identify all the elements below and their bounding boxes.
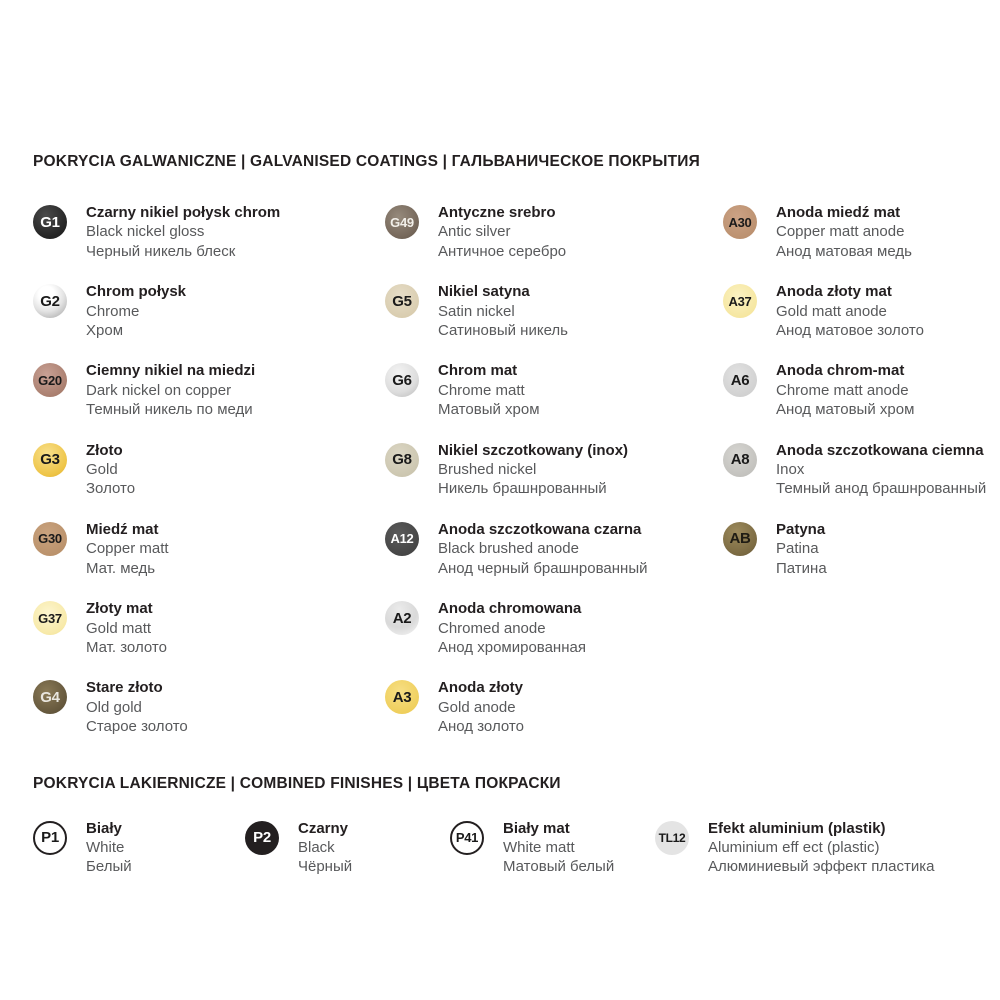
finish-name-pl: Czarny [298, 819, 349, 837]
color-swatch [385, 522, 419, 556]
color-swatch [385, 284, 419, 318]
finish-name-en: Dark nickel on copper [86, 381, 232, 399]
color-swatch [33, 680, 67, 714]
finish-entry [385, 520, 723, 578]
finish-entry [385, 361, 723, 419]
finish-entry [385, 203, 723, 261]
color-swatch [33, 601, 67, 635]
finish-name-ru: Темный никель по меди [86, 401, 253, 419]
finish-labels [86, 361, 255, 419]
finish-name-pl: Biały mat [503, 819, 570, 837]
finish-name-pl: Anoda chromowana [438, 600, 582, 618]
finish-name-pl: Patyna [776, 520, 826, 538]
color-swatch [723, 205, 757, 239]
finish-labels [776, 282, 924, 340]
color-swatch [33, 821, 67, 855]
section-title-galvanised: POKRYCIA GALWANICZNE | GALVANISED COATINGS | ГАЛЬВАНИЧЕСКОЕ ПОКРЫТИЯ [33, 153, 700, 170]
finish-entry [385, 282, 723, 340]
finish-name-pl: Stare złoto [86, 679, 163, 697]
finish-entry [33, 203, 385, 261]
finish-name-en: Chrome matt anode [776, 381, 909, 399]
finish-name-ru: Анод золото [438, 718, 524, 736]
finish-name-pl: Nikiel satyna [438, 283, 530, 301]
finish-name-en: Chromed anode [438, 619, 546, 637]
color-swatch [723, 363, 757, 397]
paint-row [33, 819, 990, 877]
finish-entry [655, 819, 934, 877]
finish-entry [723, 520, 990, 578]
finish-name-ru: Анод матовое золото [776, 322, 924, 340]
finish-entry [33, 282, 385, 340]
finish-name-ru: Анод матовая медь [776, 242, 912, 260]
finish-labels [86, 819, 132, 877]
color-swatch [385, 205, 419, 239]
swatch-code: TL12 [658, 830, 686, 845]
finish-name-en: Gold [86, 461, 118, 479]
finish-name-pl: Anoda szczotkowana czarna [438, 520, 642, 538]
finish-labels [86, 203, 280, 261]
galvanic-column-3 [723, 203, 990, 599]
color-swatch [245, 821, 279, 855]
swatch-code: G30 [38, 531, 62, 547]
finish-name-ru: Алюминиевый эффект пластика [708, 858, 935, 876]
finish-name-ru: Никель брашнрованный [438, 480, 607, 498]
finish-name-pl: Chrom połysk [86, 283, 187, 301]
finish-name-en: Chrome matt [438, 381, 525, 399]
finish-name-pl: Miedź mat [86, 520, 159, 538]
swatch-code: G1 [40, 213, 60, 231]
swatch-code: A12 [390, 531, 414, 547]
finish-name-en: Black [298, 838, 335, 856]
finish-name-en: Black brushed anode [438, 540, 579, 558]
color-swatch [385, 680, 419, 714]
swatch-code: A3 [392, 688, 412, 706]
finish-name-en: Gold anode [438, 698, 516, 716]
finish-labels [86, 678, 188, 736]
finish-name-ru: Анод черный брашнрованный [438, 559, 648, 577]
finish-name-en: Chrome [86, 302, 140, 320]
finish-name-en: Copper matt anode [776, 223, 905, 241]
color-swatch [385, 363, 419, 397]
finish-name-pl: Chrom mat [438, 362, 518, 380]
swatch-code: A6 [730, 371, 750, 389]
finish-entry [33, 441, 385, 499]
finish-name-ru: Белый [86, 858, 132, 876]
finish-name-pl: Anoda miedź mat [776, 204, 901, 221]
finish-entry [385, 678, 723, 736]
swatch-code: G5 [392, 292, 412, 310]
finish-name-ru: Мат. медь [86, 559, 156, 577]
finish-name-pl: Biały [86, 819, 122, 837]
finish-name-pl: Antyczne srebro [438, 204, 556, 221]
finish-name-pl: Złoto [86, 441, 123, 459]
finish-entry [723, 441, 990, 499]
color-swatch [33, 363, 67, 397]
finish-entry [385, 441, 723, 499]
finish-labels [438, 520, 647, 578]
finish-name-ru: Матовый хром [438, 401, 540, 419]
finish-name-pl: Nikiel szczotkowany (inox) [438, 441, 629, 459]
finish-name-pl: Złoty mat [86, 600, 153, 618]
swatch-code: G4 [40, 688, 60, 706]
finish-entry [33, 361, 385, 419]
swatch-code: A30 [728, 214, 752, 230]
swatch-code: G20 [38, 372, 62, 388]
finish-name-ru: Чёрный [298, 858, 353, 876]
finish-name-ru: Хром [86, 322, 124, 340]
finish-name-en: Gold matt anode [776, 302, 887, 320]
swatch-code: G2 [40, 292, 60, 310]
finish-name-en: Old gold [86, 698, 142, 716]
finish-labels [438, 203, 566, 261]
galvanic-column-1 [33, 203, 385, 758]
finish-name-en: Antic silver [438, 223, 511, 241]
swatch-code: AB [729, 530, 751, 548]
finish-labels [776, 520, 827, 578]
finish-entry [385, 599, 723, 657]
finish-labels [503, 819, 614, 877]
finish-name-en: White matt [503, 838, 575, 856]
finish-name-pl: Anoda chrom-mat [776, 362, 905, 380]
finish-name-pl: Anoda szczotkowana ciemna [776, 441, 984, 459]
finish-name-pl: Czarny nikiel połysk chrom [86, 204, 281, 221]
finish-labels [776, 203, 912, 261]
galvanic-grid [33, 203, 990, 758]
color-swatch [33, 284, 67, 318]
finish-name-ru: Черный никель блеск [86, 242, 236, 260]
swatch-code: G37 [38, 610, 62, 626]
finish-labels [776, 441, 986, 499]
finish-entry [450, 819, 655, 877]
finish-name-en: Patina [776, 540, 819, 558]
color-swatch [385, 443, 419, 477]
finish-entry [723, 361, 990, 419]
finish-name-en: Aluminium eff ect (plastic) [708, 838, 880, 856]
color-swatch [33, 522, 67, 556]
color-swatch [723, 522, 757, 556]
finish-name-ru: Патина [776, 559, 827, 577]
finish-name-en: Inox [776, 461, 805, 479]
galvanic-column-2 [385, 203, 723, 758]
color-swatch [33, 443, 67, 477]
section-title-combined: POKRYCIA LAKIERNICZE | COMBINED FINISHES | ЦВЕТА ПОКРАСКИ [33, 774, 561, 792]
finish-labels [86, 520, 169, 578]
finish-name-en: Copper matt [86, 540, 169, 558]
finish-name-en: Brushed nickel [438, 461, 537, 479]
finish-name-pl: Efekt aluminium (plastik) [708, 819, 886, 837]
finish-labels [86, 282, 186, 340]
finish-name-ru: Анод хромированная [438, 638, 586, 656]
finish-labels [708, 819, 934, 877]
swatch-code: G8 [392, 451, 412, 469]
swatch-code: A8 [730, 451, 750, 469]
finish-name-en: Black nickel gloss [86, 223, 205, 241]
finish-name-pl: Anoda złoty [438, 679, 523, 697]
swatch-code: G3 [40, 451, 60, 469]
color-swatch [33, 205, 67, 239]
finish-entry [33, 678, 385, 736]
color-swatch [723, 284, 757, 318]
finish-name-ru: Старое золото [86, 718, 188, 736]
color-swatch [655, 821, 689, 855]
finish-labels [776, 361, 914, 419]
finish-entry [723, 203, 990, 261]
finish-name-en: Gold matt [86, 619, 152, 637]
color-swatch [385, 601, 419, 635]
finish-labels [86, 599, 167, 657]
finish-name-ru: Золото [86, 480, 136, 498]
finish-labels [298, 819, 352, 877]
swatch-code: P1 [41, 829, 59, 847]
finish-entry [723, 282, 990, 340]
finish-entry [33, 599, 385, 657]
finish-labels [438, 441, 628, 499]
swatch-code: P41 [455, 830, 479, 846]
finish-name-ru: Античное серебро [438, 242, 567, 260]
finish-name-ru: Анод матовый хром [776, 401, 915, 419]
color-swatch [450, 821, 484, 855]
finish-name-pl: Ciemny nikiel na miedzi [86, 362, 256, 380]
finish-name-ru: Сатиновый никель [438, 322, 568, 340]
finish-labels [438, 678, 524, 736]
finish-labels [438, 282, 568, 340]
swatch-code: P2 [253, 829, 271, 847]
finish-entry [33, 520, 385, 578]
finish-name-en: Satin nickel [438, 302, 515, 320]
swatch-code: A37 [728, 293, 752, 309]
finish-name-ru: Мат. золото [86, 638, 167, 656]
finish-labels [438, 599, 586, 657]
finish-name-ru: Матовый белый [503, 858, 615, 876]
finish-name-ru: Темный анод брашнрованный [776, 480, 987, 498]
finish-entry [33, 819, 245, 877]
swatch-code: A2 [392, 609, 412, 627]
color-swatch [723, 443, 757, 477]
finish-labels [86, 441, 135, 499]
finish-name-en: White [86, 838, 125, 856]
swatch-code: G6 [392, 371, 412, 389]
finish-name-pl: Anoda złoty mat [776, 283, 892, 301]
finish-labels [438, 361, 540, 419]
swatch-code: G49 [390, 214, 414, 230]
finish-entry [245, 819, 450, 877]
